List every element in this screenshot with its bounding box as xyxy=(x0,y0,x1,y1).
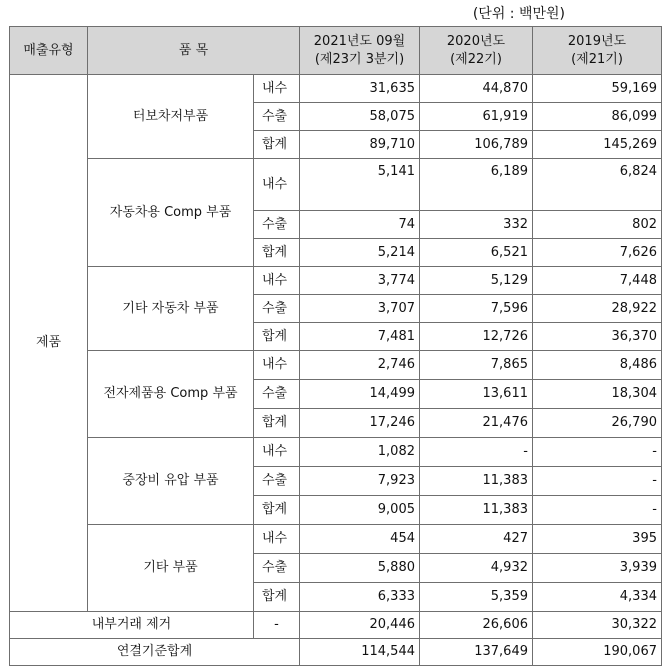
header-row xyxy=(10,27,662,75)
value-2019: - xyxy=(533,438,662,467)
value-2021: 20,446 xyxy=(300,612,420,639)
value-2019: 28,922 xyxy=(533,295,662,323)
value-2021: 31,635 xyxy=(300,75,420,103)
table-row xyxy=(10,267,662,295)
value-2020: 7,865 xyxy=(420,351,533,380)
header-2019: 2019년도 (제21기) xyxy=(533,27,662,75)
value-2021: 14,499 xyxy=(300,380,420,409)
value-2021: 114,544 xyxy=(300,639,420,666)
value-2020: 6,189 xyxy=(420,159,533,211)
sub-label: 수출 xyxy=(254,211,300,239)
sub-label: 합계 xyxy=(254,583,300,612)
value-2019: 802 xyxy=(533,211,662,239)
value-2020: 12,726 xyxy=(420,323,533,351)
value-2019: 86,099 xyxy=(533,103,662,131)
sub-label: 수출 xyxy=(254,103,300,131)
internal-sub: - xyxy=(254,612,300,639)
value-2019: 6,824 xyxy=(533,159,662,211)
value-2020: 13,611 xyxy=(420,380,533,409)
value-2020: - xyxy=(420,438,533,467)
table-row xyxy=(10,351,662,380)
value-2021: 58,075 xyxy=(300,103,420,131)
header-2021: 2021년도 09월 (제23기 3분기) xyxy=(300,27,420,75)
value-2019: 3,939 xyxy=(533,554,662,583)
value-2020: 11,383 xyxy=(420,467,533,496)
sub-label: 내수 xyxy=(254,525,300,554)
unit-label: (단위 : 백만원) xyxy=(472,6,565,22)
sub-label: 합계 xyxy=(254,496,300,525)
group-name: 중장비 유압 부품 xyxy=(88,438,254,525)
type-cell: 제품 xyxy=(10,75,88,612)
internal-row xyxy=(10,612,662,639)
sub-label: 합계 xyxy=(254,239,300,267)
value-2021: 89,710 xyxy=(300,131,420,159)
value-2019: 145,269 xyxy=(533,131,662,159)
value-2020: 44,870 xyxy=(420,75,533,103)
value-2021: 6,333 xyxy=(300,583,420,612)
sub-label: 내수 xyxy=(254,75,300,103)
sub-label: 수출 xyxy=(254,295,300,323)
value-2019: 59,169 xyxy=(533,75,662,103)
group-name: 터보차저부품 xyxy=(88,75,254,159)
value-2021: 1,082 xyxy=(300,438,420,467)
value-2021: 3,774 xyxy=(300,267,420,295)
group-name: 전자제품용 Comp 부품 xyxy=(88,351,254,438)
header-item: 품 목 xyxy=(88,27,300,75)
group-name: 기타 자동차 부품 xyxy=(88,267,254,351)
value-2020: 106,789 xyxy=(420,131,533,159)
table-row xyxy=(10,438,662,467)
sub-label: 수출 xyxy=(254,554,300,583)
value-2019: - xyxy=(533,467,662,496)
value-2020: 26,606 xyxy=(420,612,533,639)
value-2019: - xyxy=(533,496,662,525)
value-2019: 395 xyxy=(533,525,662,554)
value-2020: 5,129 xyxy=(420,267,533,295)
value-2021: 3,707 xyxy=(300,295,420,323)
sub-label: 합계 xyxy=(254,323,300,351)
sub-label: 내수 xyxy=(254,438,300,467)
value-2020: 332 xyxy=(420,211,533,239)
value-2021: 9,005 xyxy=(300,496,420,525)
value-2019: 7,626 xyxy=(533,239,662,267)
sub-label: 합계 xyxy=(254,409,300,438)
table-row xyxy=(10,525,662,554)
value-2020: 21,476 xyxy=(420,409,533,438)
value-2019: 30,322 xyxy=(533,612,662,639)
value-2020: 4,932 xyxy=(420,554,533,583)
value-2021: 454 xyxy=(300,525,420,554)
sub-label: 내수 xyxy=(254,267,300,295)
value-2020: 61,919 xyxy=(420,103,533,131)
internal-label: 내부거래 제거 xyxy=(10,612,254,639)
group-name: 기타 부품 xyxy=(88,525,254,612)
value-2021: 17,246 xyxy=(300,409,420,438)
value-2019: 4,334 xyxy=(533,583,662,612)
sales-table xyxy=(9,26,662,666)
header-2020: 2020년도 (제22기) xyxy=(420,27,533,75)
sub-label: 내수 xyxy=(254,351,300,380)
value-2019: 7,448 xyxy=(533,267,662,295)
sub-label: 합계 xyxy=(254,131,300,159)
value-2019: 26,790 xyxy=(533,409,662,438)
value-2021: 5,214 xyxy=(300,239,420,267)
group-name: 자동차용 Comp 부품 xyxy=(88,159,254,267)
value-2019: 8,486 xyxy=(533,351,662,380)
sub-label: 내수 xyxy=(254,159,300,211)
value-2020: 6,521 xyxy=(420,239,533,267)
value-2021: 7,923 xyxy=(300,467,420,496)
value-2019: 36,370 xyxy=(533,323,662,351)
sub-label: 수출 xyxy=(254,467,300,496)
value-2019: 190,067 xyxy=(533,639,662,666)
value-2020: 427 xyxy=(420,525,533,554)
sub-label: 수출 xyxy=(254,380,300,409)
value-2020: 11,383 xyxy=(420,496,533,525)
header-type: 매출유형 xyxy=(10,27,88,75)
value-2021: 2,746 xyxy=(300,351,420,380)
value-2021: 5,880 xyxy=(300,554,420,583)
value-2020: 5,359 xyxy=(420,583,533,612)
total-row xyxy=(10,639,662,666)
table-row xyxy=(10,75,662,103)
value-2021: 7,481 xyxy=(300,323,420,351)
value-2021: 74 xyxy=(300,211,420,239)
value-2021: 5,141 xyxy=(300,159,420,211)
value-2020: 137,649 xyxy=(420,639,533,666)
value-2020: 7,596 xyxy=(420,295,533,323)
total-label: 연결기준합계 xyxy=(10,639,300,666)
table-row xyxy=(10,159,662,211)
value-2019: 18,304 xyxy=(533,380,662,409)
